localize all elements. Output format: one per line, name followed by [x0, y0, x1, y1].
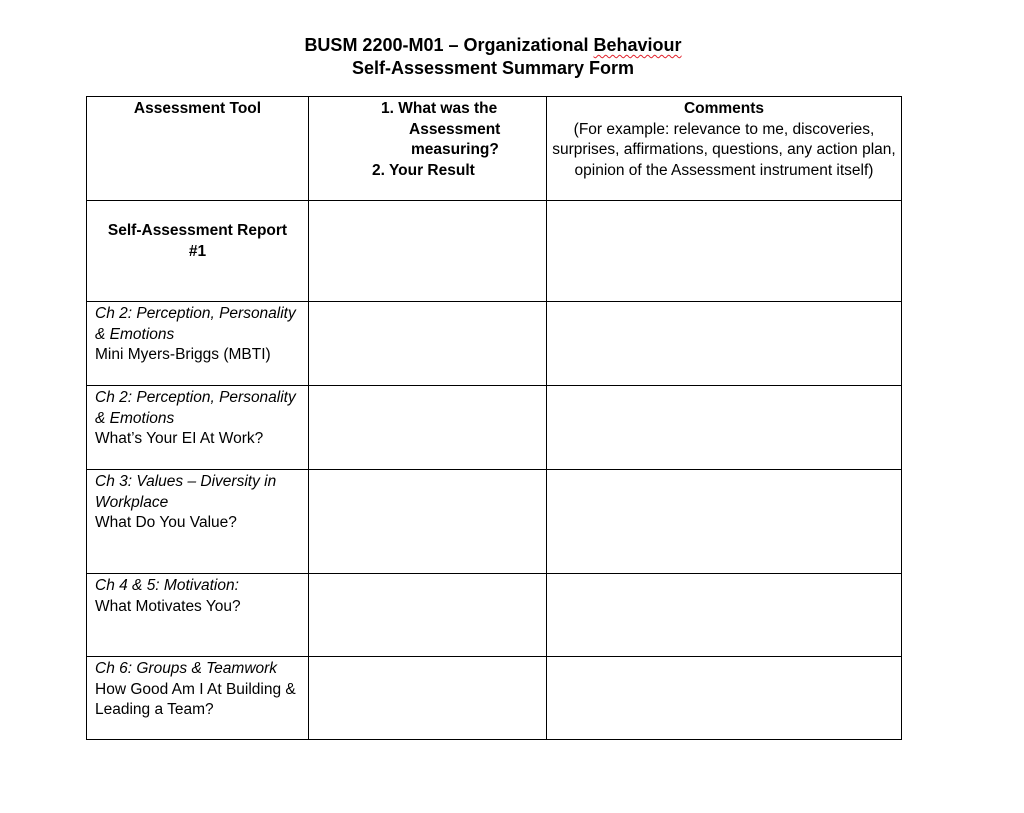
tool-name: What Motivates You? — [95, 597, 241, 615]
result-cell[interactable] — [309, 470, 547, 574]
comments-cell[interactable] — [547, 657, 902, 740]
result-cell[interactable] — [309, 657, 547, 740]
tool-name: What Do You Value? — [95, 514, 237, 531]
table-row — [87, 302, 902, 386]
result-cell[interactable] — [309, 574, 547, 657]
assessment-tool-cell — [87, 657, 309, 740]
document-subtitle: Self-Assessment Summary Form — [351, 58, 635, 78]
spellcheck-flagged-word[interactable]: Behaviour — [593, 35, 682, 55]
result-cell[interactable] — [309, 386, 547, 470]
header-question-1-line-2: Assessment — [409, 120, 501, 138]
comments-cell[interactable] — [547, 574, 902, 657]
comments-cell[interactable] — [547, 470, 902, 574]
result-cell-report[interactable] — [309, 201, 547, 302]
header-comments-title: Comments — [683, 100, 765, 117]
table-row-report — [87, 201, 902, 302]
header-what-measuring — [309, 97, 547, 201]
table-header-row — [87, 97, 902, 201]
header-question-2: 2. Your Result — [372, 161, 475, 179]
header-question-1-line-3: measuring? — [411, 141, 499, 158]
report-label-line-1: Self-Assessment Report — [107, 222, 288, 239]
table-row — [87, 470, 902, 574]
document-title-block — [0, 34, 986, 80]
tool-name: Mini Myers-Briggs (MBTI) — [95, 346, 271, 363]
table-row — [87, 657, 902, 740]
header-assessment-tool: Assessment Tool — [87, 97, 309, 201]
header-comments — [547, 97, 902, 201]
assessment-tool-cell — [87, 574, 309, 657]
tool-name: How Good Am I At Building & Leading a Team? — [95, 680, 296, 718]
comments-cell-report[interactable] — [547, 201, 902, 302]
chapter-label: Ch 6: Groups & Teamwork — [95, 660, 278, 677]
self-assessment-table — [86, 96, 902, 740]
chapter-label: Ch 2: Perception, Personality & Emotions — [95, 305, 296, 343]
chapter-label: Ch 2: Perception, Personality & Emotions — [95, 389, 296, 427]
document-title-prefix: BUSM 2200-M01 – Organizational — [304, 35, 594, 55]
comments-cell[interactable] — [547, 386, 902, 470]
comments-cell[interactable] — [547, 302, 902, 386]
document-title — [0, 34, 986, 57]
table-row — [87, 574, 902, 657]
assessment-tool-cell — [87, 386, 309, 470]
tool-name: What’s Your EI At Work? — [95, 430, 264, 447]
assessment-tool-cell — [87, 302, 309, 386]
chapter-label: Ch 3: Values – Diversity in Workplace — [95, 473, 277, 511]
table-row — [87, 386, 902, 470]
result-cell[interactable] — [309, 302, 547, 386]
report-label-line-2: #1 — [188, 242, 207, 260]
chapter-label: Ch 4 & 5: Motivation: — [95, 577, 239, 594]
header-question-1-line-1: 1. What was the — [381, 100, 498, 117]
header-comments-note: (For example: relevance to me, discoveries, surprises, affirmations, questions, any action plan, opinion of the Assessment instrument itself) — [552, 120, 896, 179]
assessment-tool-cell — [87, 470, 309, 574]
report-label-cell — [87, 201, 309, 302]
